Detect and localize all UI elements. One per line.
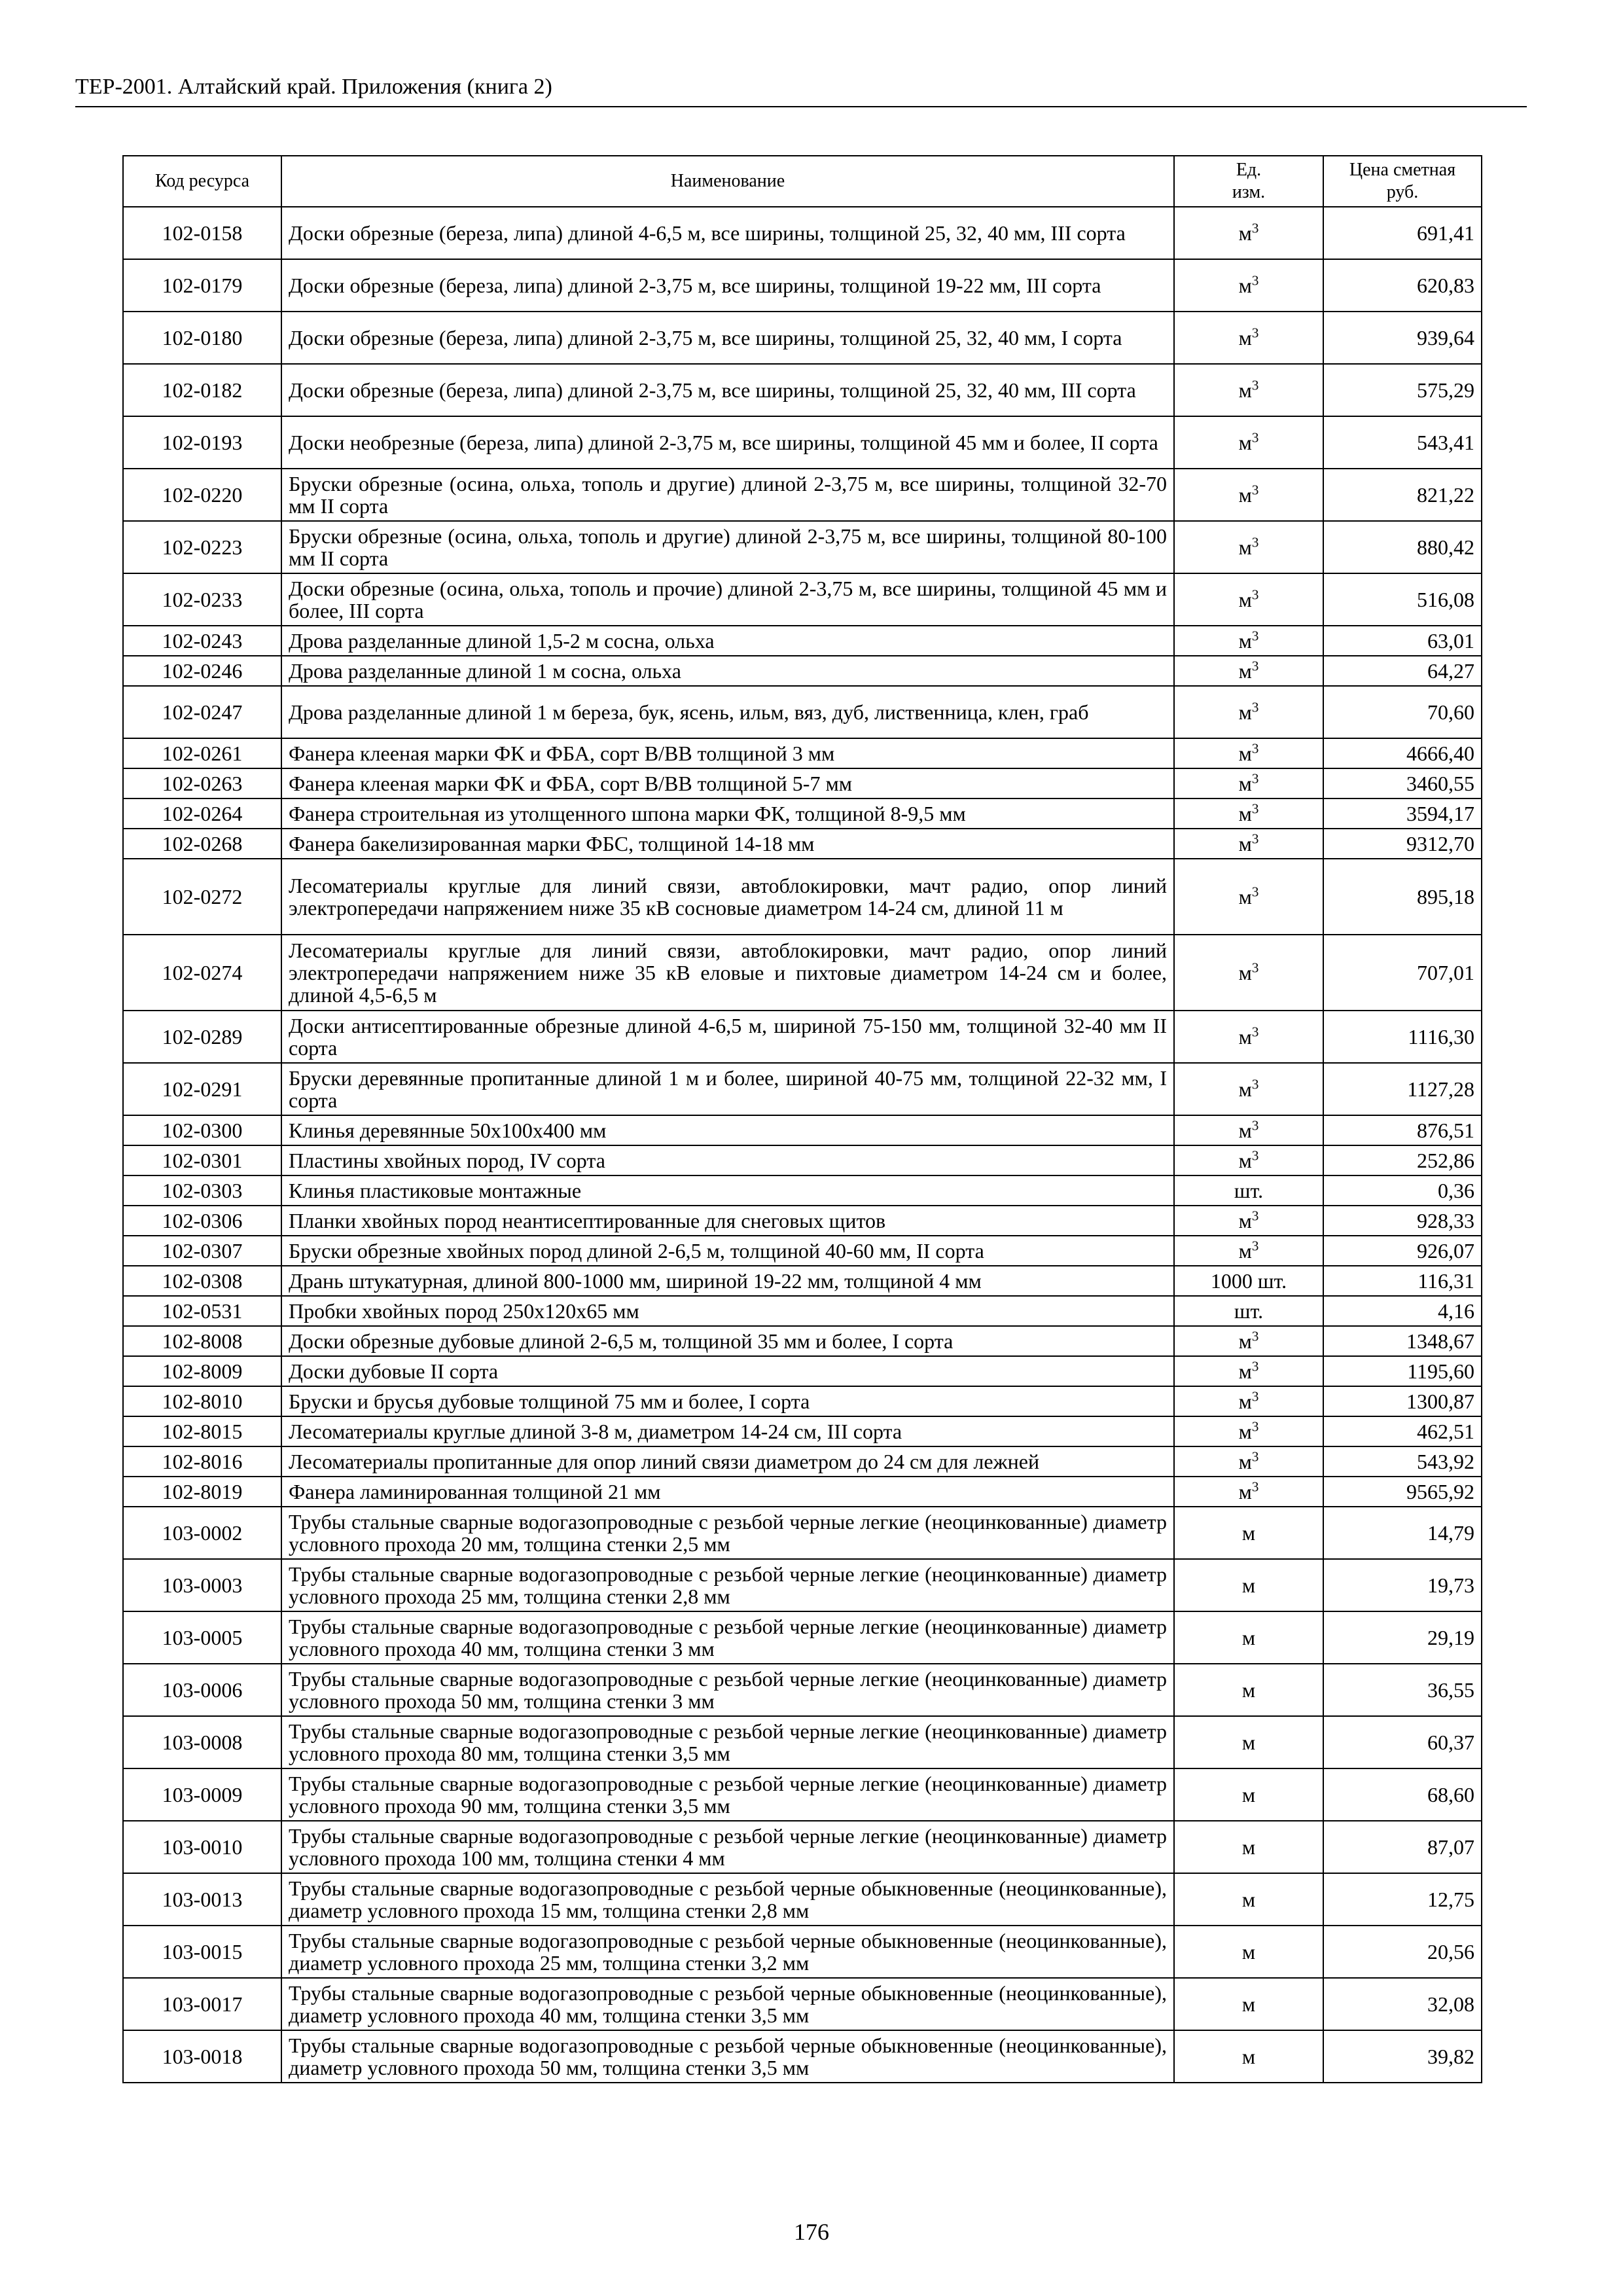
resource-name: Дрова разделанные длиной 1,5-2 м сосна, ольха	[281, 626, 1174, 656]
unit-of-measure	[1174, 312, 1323, 364]
unit-of-measure	[1174, 656, 1323, 686]
estimated-price: 32,08	[1323, 1978, 1482, 2030]
resource-name: Фанера бакелизированная марки ФБС, толщиной 14-18 мм	[281, 829, 1174, 859]
resource-name: Доски обрезные (береза, липа) длиной 4-6,5 м, все ширины, толщиной 25, 32, 40 мм, III сорта	[281, 207, 1174, 259]
table-row	[123, 1236, 1482, 1266]
resource-code: 102-0291	[123, 1063, 281, 1115]
table-row	[123, 1063, 1482, 1115]
resource-name: Доски обрезные дубовые длиной 2-6,5 м, толщиной 35 мм и более, I сорта	[281, 1326, 1174, 1356]
resource-name: Трубы стальные сварные водогазопроводные с резьбой черные обыкновенные (неоцинкованные), диаметр условного прохода 25 мм, толщина стенки 3,2 мм	[281, 1926, 1174, 1978]
unit-text: м	[1238, 378, 1252, 402]
unit-text: м	[1241, 1573, 1256, 1597]
unit-exponent: 3	[1251, 1328, 1259, 1344]
page-number: 176	[794, 2219, 829, 2245]
resource-name: Трубы стальные сварные водогазопроводные с резьбой черные обыкновенные (неоцинкованные), диаметр условного прохода 15 мм, толщина стенки 2,8 мм	[281, 1873, 1174, 1926]
estimated-price: 462,51	[1323, 1416, 1482, 1446]
resource-code: 102-0307	[123, 1236, 281, 1266]
resource-name: Фанера клееная марки ФК и ФБА, сорт В/ВВ толщиной 5-7 мм	[281, 768, 1174, 798]
unit-exponent: 3	[1251, 325, 1259, 341]
unit-exponent: 3	[1251, 586, 1259, 603]
resource-name: Дрова разделанные длиной 1 м береза, бук, ясень, ильм, вяз, дуб, лиственница, клен, граб	[281, 686, 1174, 738]
estimated-price: 543,92	[1323, 1446, 1482, 1477]
resource-code: 102-8009	[123, 1356, 281, 1386]
estimated-price: 9565,92	[1323, 1477, 1482, 1507]
unit-exponent: 3	[1251, 1076, 1259, 1092]
resource-code: 102-0303	[123, 1175, 281, 1206]
unit-text: м	[1238, 1077, 1252, 1101]
estimated-price: 876,51	[1323, 1115, 1482, 1145]
resource-name: Пробки хвойных пород 250х120х65 мм	[281, 1296, 1174, 1326]
running-header: ТЕР-2001. Алтайский край. Приложения (книга 2)	[75, 71, 1527, 107]
unit-exponent: 3	[1251, 1388, 1259, 1405]
resource-code: 102-0180	[123, 312, 281, 364]
estimated-price: 895,18	[1323, 859, 1482, 935]
resource-code: 102-0264	[123, 798, 281, 829]
column-header-code: Код ресурса	[123, 156, 281, 207]
unit-of-measure	[1174, 1175, 1323, 1206]
resource-name: Лесоматериалы пропитанные для опор линий связи диаметром до 24 см для лежней	[281, 1446, 1174, 1477]
table-row	[123, 207, 1482, 259]
unit-of-measure	[1174, 768, 1323, 798]
resource-name: Клинья деревянные 50х100х400 мм	[281, 1115, 1174, 1145]
unit-text: м	[1238, 326, 1252, 350]
unit-text: м	[1238, 832, 1252, 855]
resource-name: Бруски и брусья дубовые толщиной 75 мм и более, I сорта	[281, 1386, 1174, 1416]
unit-exponent: 3	[1251, 1238, 1259, 1254]
unit-exponent: 3	[1251, 884, 1259, 900]
unit-text: м	[1241, 1888, 1256, 1911]
unit-text: м	[1238, 1329, 1252, 1353]
unit-of-measure	[1174, 1326, 1323, 1356]
table-row	[123, 573, 1482, 626]
estimated-price: 928,33	[1323, 1206, 1482, 1236]
resource-name: Доски обрезные (осина, ольха, тополь и прочие) длиной 2-3,75 м, все ширины, толщиной 45 мм и более, III сорта	[281, 573, 1174, 626]
resource-name: Доски обрезные (береза, липа) длиной 2-3,75 м, все ширины, толщиной 25, 32, 40 мм, III сорта	[281, 364, 1174, 416]
table-row	[123, 1115, 1482, 1145]
estimated-price: 880,42	[1323, 521, 1482, 573]
column-header-price-line2: руб.	[1386, 182, 1419, 202]
table-row	[123, 1716, 1482, 1768]
unit-of-measure	[1174, 1145, 1323, 1175]
unit-text: м	[1241, 1940, 1256, 1964]
column-header-unit-line1: Ед.	[1236, 160, 1262, 180]
unit-text: м	[1238, 629, 1252, 653]
table-row	[123, 312, 1482, 364]
resource-name: Планки хвойных пород неантисептированные для снеговых щитов	[281, 1206, 1174, 1236]
unit-text: м	[1238, 659, 1252, 683]
unit-of-measure	[1174, 416, 1323, 469]
estimated-price: 63,01	[1323, 626, 1482, 656]
table-row	[123, 1978, 1482, 2030]
estimated-price: 543,41	[1323, 416, 1482, 469]
estimated-price: 821,22	[1323, 469, 1482, 521]
unit-of-measure	[1174, 1416, 1323, 1446]
unit-of-measure	[1174, 1236, 1323, 1266]
resource-name: Трубы стальные сварные водогазопроводные с резьбой черные легкие (неоцинкованные) диаметр условного прохода 100 мм, толщина стенки 4 мм	[281, 1821, 1174, 1873]
unit-of-measure	[1174, 1507, 1323, 1559]
estimated-price: 4,16	[1323, 1296, 1482, 1326]
resource-name: Трубы стальные сварные водогазопроводные с резьбой черные обыкновенные (неоцинкованные), диаметр условного прохода 50 мм, толщина стенки 3,5 мм	[281, 2030, 1174, 2083]
estimated-price: 1300,87	[1323, 1386, 1482, 1416]
column-header-name: Наименование	[281, 156, 1174, 207]
table-row	[123, 626, 1482, 656]
unit-exponent: 3	[1251, 740, 1259, 757]
resource-code: 103-0005	[123, 1611, 281, 1664]
table-row	[123, 1206, 1482, 1236]
unit-of-measure	[1174, 859, 1323, 935]
resource-code: 103-0006	[123, 1664, 281, 1716]
resource-code: 102-8019	[123, 1477, 281, 1507]
estimated-price: 252,86	[1323, 1145, 1482, 1175]
estimated-price: 39,82	[1323, 2030, 1482, 2083]
estimated-price: 19,73	[1323, 1559, 1482, 1611]
unit-text: шт.	[1234, 1299, 1264, 1323]
resource-name: Дрань штукатурная, длиной 800-1000 мм, шириной 19-22 мм, толщиной 4 мм	[281, 1266, 1174, 1296]
unit-text: м	[1238, 802, 1252, 825]
resource-code: 102-0193	[123, 416, 281, 469]
resource-name: Бруски обрезные (осина, ольха, тополь и другие) длиной 2-3,75 м, все ширины, толщиной 80-100 мм II сорта	[281, 521, 1174, 573]
resource-code: 103-0002	[123, 1507, 281, 1559]
table-row	[123, 1559, 1482, 1611]
table-row	[123, 1873, 1482, 1926]
unit-of-measure	[1174, 1266, 1323, 1296]
unit-exponent: 3	[1251, 1358, 1259, 1374]
table-row	[123, 1477, 1482, 1507]
table-row	[123, 1296, 1482, 1326]
unit-exponent: 3	[1251, 1117, 1259, 1134]
unit-text: м	[1238, 961, 1252, 984]
unit-of-measure	[1174, 1206, 1323, 1236]
resource-price-table	[122, 155, 1482, 2083]
estimated-price: 87,07	[1323, 1821, 1482, 1873]
resource-code: 102-0223	[123, 521, 281, 573]
resource-code: 102-0306	[123, 1206, 281, 1236]
unit-exponent: 3	[1251, 800, 1259, 817]
estimated-price: 620,83	[1323, 259, 1482, 312]
unit-of-measure	[1174, 1011, 1323, 1063]
unit-exponent: 3	[1251, 482, 1259, 498]
unit-of-measure	[1174, 1611, 1323, 1664]
resource-code: 102-0300	[123, 1115, 281, 1145]
unit-of-measure	[1174, 1477, 1323, 1507]
unit-of-measure	[1174, 1063, 1323, 1115]
estimated-price: 12,75	[1323, 1873, 1482, 1926]
resource-code: 102-0158	[123, 207, 281, 259]
estimated-price: 14,79	[1323, 1507, 1482, 1559]
column-header-unit	[1174, 156, 1323, 207]
unit-of-measure	[1174, 1559, 1323, 1611]
unit-text: м	[1238, 1119, 1252, 1142]
unit-of-measure	[1174, 364, 1323, 416]
unit-exponent: 3	[1251, 1448, 1259, 1465]
unit-of-measure	[1174, 259, 1323, 312]
estimated-price: 36,55	[1323, 1664, 1482, 1716]
unit-of-measure	[1174, 1664, 1323, 1716]
estimated-price: 70,60	[1323, 686, 1482, 738]
table-row	[123, 1386, 1482, 1416]
table-row	[123, 364, 1482, 416]
resource-code: 102-0308	[123, 1266, 281, 1296]
resource-name: Трубы стальные сварные водогазопроводные с резьбой черные легкие (неоцинкованные) диаметр условного прохода 80 мм, толщина стенки 3,5 мм	[281, 1716, 1174, 1768]
unit-text: м	[1238, 535, 1252, 559]
unit-of-measure	[1174, 1386, 1323, 1416]
unit-of-measure	[1174, 1978, 1323, 2030]
unit-text: м	[1238, 1025, 1252, 1049]
unit-of-measure	[1174, 1768, 1323, 1821]
unit-text: м	[1238, 1480, 1252, 1503]
table-row	[123, 1416, 1482, 1446]
unit-text: м	[1241, 2045, 1256, 2068]
resource-name: Бруски деревянные пропитанные длиной 1 м и более, шириной 40-75 мм, толщиной 22-32 мм, I сорта	[281, 1063, 1174, 1115]
unit-text: м	[1241, 1626, 1256, 1649]
resource-code: 102-0261	[123, 738, 281, 768]
resource-name: Трубы стальные сварные водогазопроводные с резьбой черные легкие (неоцинкованные) диаметр условного прохода 40 мм, толщина стенки 3 мм	[281, 1611, 1174, 1664]
column-header-price	[1323, 156, 1482, 207]
unit-of-measure	[1174, 1446, 1323, 1477]
estimated-price: 116,31	[1323, 1266, 1482, 1296]
table-row	[123, 1446, 1482, 1477]
table-row	[123, 1011, 1482, 1063]
table-row	[123, 521, 1482, 573]
resource-code: 103-0017	[123, 1978, 281, 2030]
resource-code: 102-0220	[123, 469, 281, 521]
unit-of-measure	[1174, 1716, 1323, 1768]
unit-of-measure	[1174, 1115, 1323, 1145]
unit-text: м	[1241, 1678, 1256, 1702]
estimated-price: 1195,60	[1323, 1356, 1482, 1386]
table-row	[123, 1326, 1482, 1356]
resource-code: 103-0010	[123, 1821, 281, 1873]
table-row	[123, 1356, 1482, 1386]
table-row	[123, 416, 1482, 469]
resource-code: 102-0246	[123, 656, 281, 686]
resource-name: Фанера ламинированная толщиной 21 мм	[281, 1477, 1174, 1507]
resource-name: Доски обрезные (береза, липа) длиной 2-3,75 м, все ширины, толщиной 19-22 мм, III сорта	[281, 259, 1174, 312]
column-header-unit-line2: изм.	[1232, 182, 1266, 202]
resource-code: 102-0272	[123, 859, 281, 935]
resource-code: 102-0531	[123, 1296, 281, 1326]
unit-text: м	[1238, 221, 1252, 245]
resource-code: 102-8016	[123, 1446, 281, 1477]
unit-of-measure	[1174, 1821, 1323, 1873]
estimated-price: 1116,30	[1323, 1011, 1482, 1063]
resource-code: 102-0268	[123, 829, 281, 859]
table-header-row	[123, 156, 1482, 207]
resource-name: Трубы стальные сварные водогазопроводные с резьбой черные легкие (неоцинкованные) диаметр условного прохода 25 мм, толщина стенки 2,8 мм	[281, 1559, 1174, 1611]
table-row	[123, 859, 1482, 935]
resource-code: 103-0018	[123, 2030, 281, 2083]
unit-exponent: 3	[1251, 429, 1259, 446]
unit-of-measure	[1174, 798, 1323, 829]
unit-text: м	[1238, 588, 1252, 611]
table-row	[123, 1664, 1482, 1716]
table-row	[123, 656, 1482, 686]
resource-code: 102-0243	[123, 626, 281, 656]
table-row	[123, 738, 1482, 768]
table-row	[123, 2030, 1482, 2083]
unit-of-measure	[1174, 1356, 1323, 1386]
table-row	[123, 1266, 1482, 1296]
estimated-price: 9312,70	[1323, 829, 1482, 859]
resource-code: 102-8015	[123, 1416, 281, 1446]
unit-text: шт.	[1234, 1179, 1264, 1202]
resource-code: 102-0233	[123, 573, 281, 626]
unit-exponent: 3	[1251, 831, 1259, 847]
resource-name: Доски дубовые II сорта	[281, 1356, 1174, 1386]
table-row	[123, 1926, 1482, 1978]
unit-exponent: 3	[1251, 658, 1259, 674]
unit-text: м	[1238, 1149, 1252, 1172]
unit-of-measure	[1174, 829, 1323, 859]
resource-code: 102-0182	[123, 364, 281, 416]
unit-text: м	[1238, 885, 1252, 908]
unit-of-measure	[1174, 207, 1323, 259]
resource-name: Трубы стальные сварные водогазопроводные с резьбой черные легкие (неоцинкованные) диаметр условного прохода 90 мм, толщина стенки 3,5 мм	[281, 1768, 1174, 1821]
estimated-price: 691,41	[1323, 207, 1482, 259]
resource-code: 102-8010	[123, 1386, 281, 1416]
table-row	[123, 1821, 1482, 1873]
resource-name: Бруски обрезные хвойных пород длиной 2-6,5 м, толщиной 40-60 мм, II сорта	[281, 1236, 1174, 1266]
unit-of-measure	[1174, 626, 1323, 656]
unit-exponent: 3	[1251, 377, 1259, 393]
table-row	[123, 1175, 1482, 1206]
resource-name: Пластины хвойных пород, IV сорта	[281, 1145, 1174, 1175]
unit-text: м	[1241, 1783, 1256, 1806]
unit-text: м	[1241, 1521, 1256, 1545]
unit-text: м	[1238, 431, 1252, 454]
unit-text: м	[1238, 483, 1252, 507]
unit-exponent: 3	[1251, 1418, 1259, 1435]
unit-exponent: 3	[1251, 272, 1259, 289]
table-row	[123, 1507, 1482, 1559]
unit-of-measure	[1174, 1873, 1323, 1926]
unit-text: 1000 шт.	[1210, 1269, 1287, 1293]
estimated-price: 575,29	[1323, 364, 1482, 416]
resource-name: Фанера строительная из утолщенного шпона марки ФК, толщиной 8-9,5 мм	[281, 798, 1174, 829]
unit-exponent: 3	[1251, 1479, 1259, 1495]
estimated-price: 4666,40	[1323, 738, 1482, 768]
table-row	[123, 768, 1482, 798]
unit-text: м	[1238, 274, 1252, 297]
estimated-price: 68,60	[1323, 1768, 1482, 1821]
resource-code: 102-0289	[123, 1011, 281, 1063]
unit-text: м	[1238, 742, 1252, 765]
unit-of-measure	[1174, 686, 1323, 738]
unit-text: м	[1238, 772, 1252, 795]
resource-code: 103-0003	[123, 1559, 281, 1611]
estimated-price: 29,19	[1323, 1611, 1482, 1664]
column-header-price-line1: Цена сметная	[1349, 160, 1456, 180]
resource-code: 102-0274	[123, 935, 281, 1011]
unit-exponent: 3	[1251, 699, 1259, 715]
table-row	[123, 259, 1482, 312]
unit-text: м	[1238, 1450, 1252, 1473]
estimated-price: 1348,67	[1323, 1326, 1482, 1356]
estimated-price: 707,01	[1323, 935, 1482, 1011]
unit-text: м	[1238, 1420, 1252, 1443]
unit-exponent: 3	[1251, 628, 1259, 644]
unit-text: м	[1241, 1835, 1256, 1859]
resource-code: 102-0263	[123, 768, 281, 798]
unit-exponent: 3	[1251, 1024, 1259, 1040]
estimated-price: 1127,28	[1323, 1063, 1482, 1115]
unit-of-measure	[1174, 573, 1323, 626]
unit-exponent: 3	[1251, 770, 1259, 787]
unit-text: м	[1241, 1992, 1256, 2016]
resource-name: Трубы стальные сварные водогазопроводные с резьбой черные обыкновенные (неоцинкованные), диаметр условного прохода 40 мм, толщина стенки 3,5 мм	[281, 1978, 1174, 2030]
unit-text: м	[1238, 1209, 1252, 1232]
resource-name: Клинья пластиковые монтажные	[281, 1175, 1174, 1206]
resource-name: Бруски обрезные (осина, ольха, тополь и другие) длиной 2-3,75 м, все ширины, толщиной 32-70 мм II сорта	[281, 469, 1174, 521]
unit-of-measure	[1174, 521, 1323, 573]
resource-code: 102-8008	[123, 1326, 281, 1356]
table-row	[123, 935, 1482, 1011]
resource-code: 102-0301	[123, 1145, 281, 1175]
resource-code: 103-0009	[123, 1768, 281, 1821]
resource-name: Трубы стальные сварные водогазопроводные с резьбой черные легкие (неоцинкованные) диаметр условного прохода 50 мм, толщина стенки 3 мм	[281, 1664, 1174, 1716]
estimated-price: 3594,17	[1323, 798, 1482, 829]
unit-exponent: 3	[1251, 220, 1259, 236]
unit-text: м	[1238, 1390, 1252, 1413]
unit-of-measure	[1174, 935, 1323, 1011]
resource-name: Доски необрезные (береза, липа) длиной 2-3,75 м, все ширины, толщиной 45 мм и более, II сорта	[281, 416, 1174, 469]
resource-name: Лесоматериалы круглые длиной 3-8 м, диаметром 14-24 см, III сорта	[281, 1416, 1174, 1446]
table-row	[123, 469, 1482, 521]
resource-code: 103-0013	[123, 1873, 281, 1926]
table-row	[123, 1611, 1482, 1664]
unit-of-measure	[1174, 469, 1323, 521]
unit-of-measure	[1174, 2030, 1323, 2083]
resource-name: Лесоматериалы круглые для линий связи, автоблокировки, мачт радио, опор линий электропередачи напряжением ниже 35 кВ сосновые диаметром 14-24 см, длиной 11 м	[281, 859, 1174, 935]
table-row	[123, 829, 1482, 859]
estimated-price: 939,64	[1323, 312, 1482, 364]
estimated-price: 0,36	[1323, 1175, 1482, 1206]
estimated-price: 20,56	[1323, 1926, 1482, 1978]
unit-text: м	[1241, 1731, 1256, 1754]
unit-of-measure	[1174, 1296, 1323, 1326]
table-row	[123, 798, 1482, 829]
table-row	[123, 1768, 1482, 1821]
resource-name: Доски антисептированные обрезные длиной 4-6,5 м, шириной 75-150 мм, толщиной 32-40 мм II сорта	[281, 1011, 1174, 1063]
resource-name: Трубы стальные сварные водогазопроводные с резьбой черные легкие (неоцинкованные) диаметр условного прохода 20 мм, толщина стенки 2,5 мм	[281, 1507, 1174, 1559]
resource-code: 103-0008	[123, 1716, 281, 1768]
table-row	[123, 1145, 1482, 1175]
estimated-price: 516,08	[1323, 573, 1482, 626]
unit-exponent: 3	[1251, 1208, 1259, 1224]
estimated-price: 64,27	[1323, 656, 1482, 686]
table-row	[123, 686, 1482, 738]
unit-exponent: 3	[1251, 960, 1259, 976]
unit-of-measure	[1174, 1926, 1323, 1978]
resource-code: 103-0015	[123, 1926, 281, 1978]
unit-exponent: 3	[1251, 534, 1259, 550]
resource-name: Дрова разделанные длиной 1 м сосна, ольха	[281, 656, 1174, 686]
estimated-price: 3460,55	[1323, 768, 1482, 798]
resource-name: Лесоматериалы круглые для линий связи, автоблокировки, мачт радио, опор линий электропередачи напряжением ниже 35 кВ еловые и пихтовые диаметром 14-24 см и более, длиной 4,5-6,5 м	[281, 935, 1174, 1011]
unit-exponent: 3	[1251, 1147, 1259, 1164]
resource-name: Фанера клееная марки ФК и ФБА, сорт В/ВВ толщиной 3 мм	[281, 738, 1174, 768]
resource-code: 102-0179	[123, 259, 281, 312]
resource-name: Доски обрезные (береза, липа) длиной 2-3,75 м, все ширины, толщиной 25, 32, 40 мм, I сорта	[281, 312, 1174, 364]
unit-text: м	[1238, 700, 1252, 724]
unit-of-measure	[1174, 738, 1323, 768]
estimated-price: 926,07	[1323, 1236, 1482, 1266]
estimated-price: 60,37	[1323, 1716, 1482, 1768]
resource-code: 102-0247	[123, 686, 281, 738]
unit-text: м	[1238, 1359, 1252, 1383]
unit-text: м	[1238, 1239, 1252, 1263]
